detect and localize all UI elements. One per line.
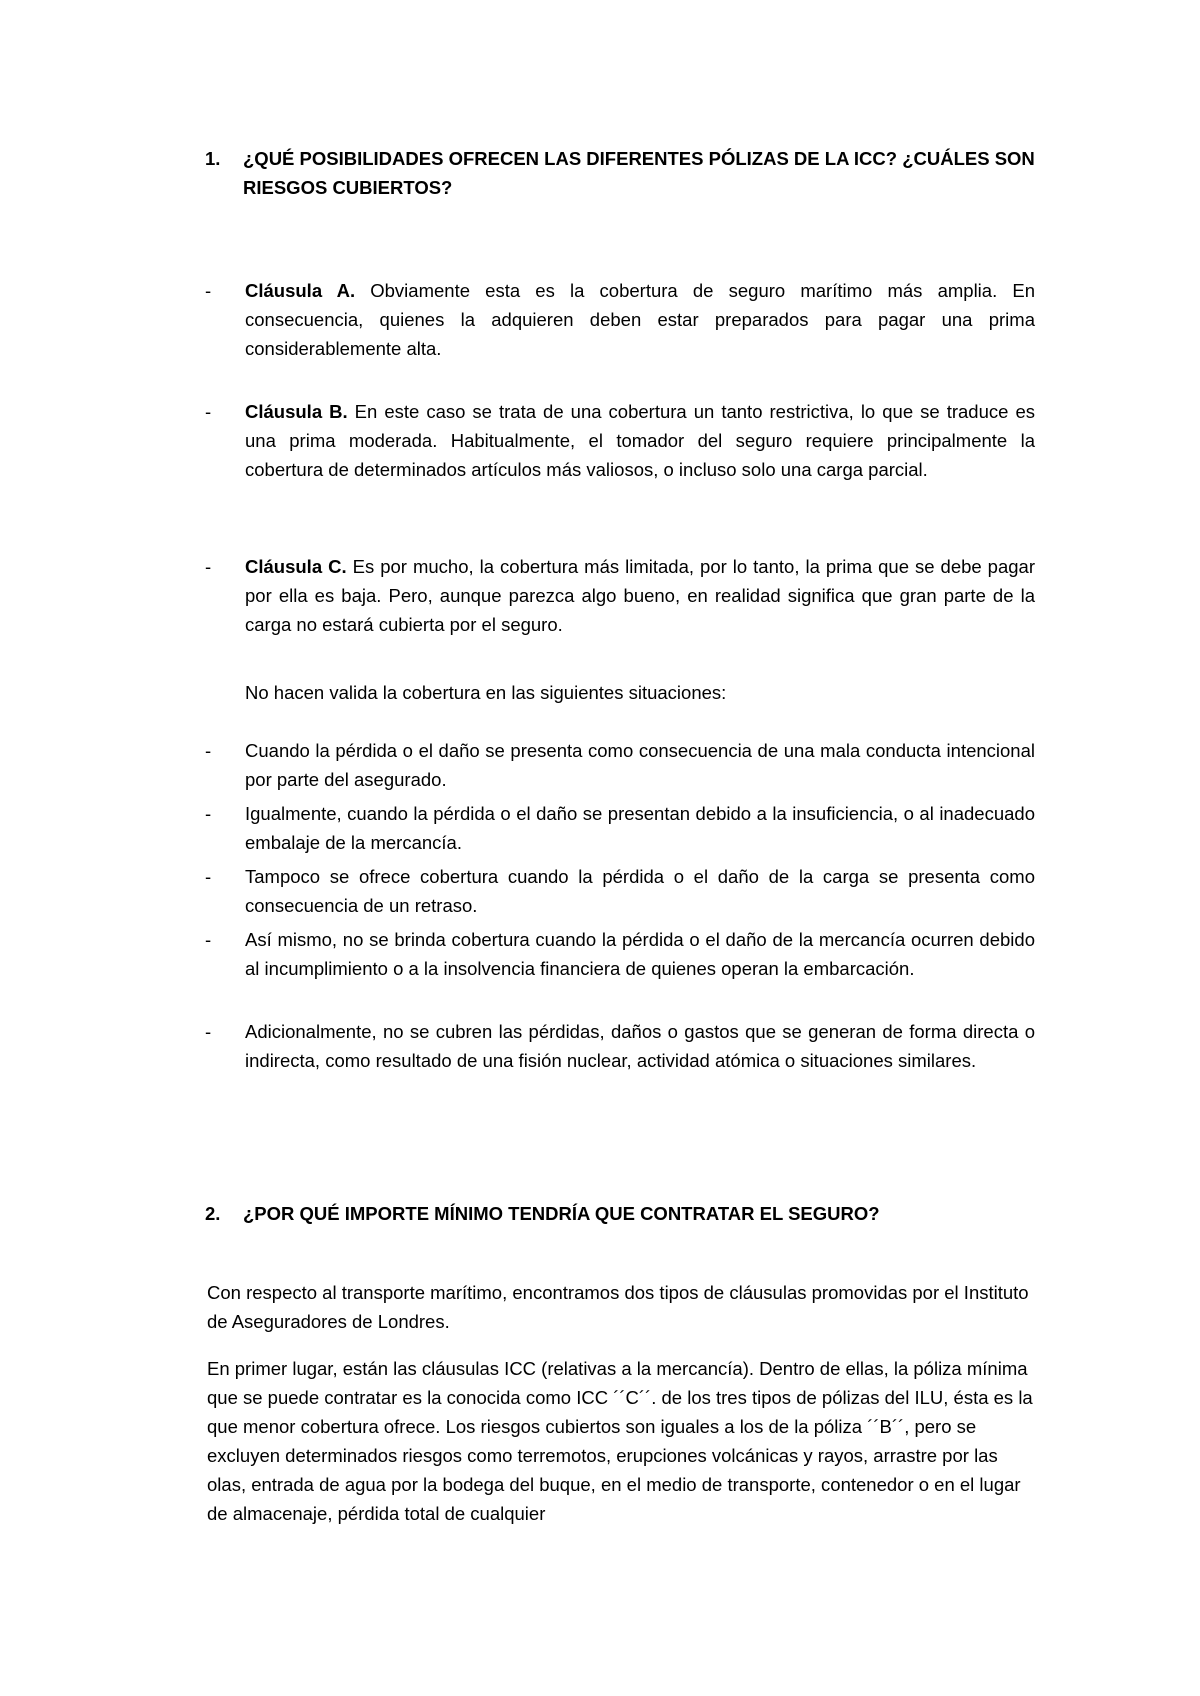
exclusion-item <box>205 925 1035 983</box>
clause-b-item <box>205 397 1035 484</box>
section2-heading-text: ¿POR QUÉ IMPORTE MÍNIMO TENDRÍA QUE CONTRATAR EL SEGURO? <box>243 1203 880 1224</box>
exclusion-text: Tampoco se ofrece cobertura cuando la pérdida o el daño de la carga se presenta como consecuencia de un retraso. <box>245 866 1035 916</box>
bullet-dash: - <box>205 1021 212 1042</box>
clause-b-label: Cláusula B. <box>245 401 348 422</box>
clause-c-item <box>205 552 1036 639</box>
clause-c-label: Cláusula C. <box>245 556 347 577</box>
bullet-dash: - <box>205 401 212 422</box>
not-valid-intro <box>245 678 1035 707</box>
bullet-dash: - <box>205 866 212 887</box>
not-valid-intro-text: No hacen valida la cobertura en las siguientes situaciones: <box>245 682 727 703</box>
bullet-dash: - <box>205 740 212 761</box>
exclusion-text: Adicionalmente, no se cubren las pérdidas, daños o gastos que se generan de forma directa o indirecta, como resultado de una fisión nuclear, actividad atómica o situaciones similares. <box>245 1021 1035 1071</box>
bullet-dash: - <box>205 803 212 824</box>
exclusion-text: Así mismo, no se brinda cobertura cuando la pérdida o el daño de la mercancía ocurren debido al incumplimiento o a la insolvencia financiera de quienes operan la embarcación. <box>245 929 1035 979</box>
exclusion-item <box>205 736 1035 794</box>
clause-a-label: Cláusula A. <box>245 280 356 301</box>
section1-heading-text: ¿QUÉ POSIBILIDADES OFRECEN LAS DIFERENTES PÓLIZAS DE LA ICC? ¿CUÁLES SON RIESGOS CUBIERTOS? <box>243 148 1035 198</box>
clause-a-text: Obviamente esta es la cobertura de seguro marítimo más amplia. En consecuencia, quienes la adquieren deben estar preparados para pagar una prima considerablemente alta. <box>245 280 1036 359</box>
section2-paragraph <box>207 1354 1035 1528</box>
section1-heading <box>207 144 1035 202</box>
section2-paragraph <box>207 1278 1035 1336</box>
exclusion-item <box>205 862 1035 920</box>
section2-paragraph-text: Con respecto al transporte marítimo, encontramos dos tipos de cláusulas promovidas por el Instituto de Aseguradores de Londres. <box>207 1282 1029 1332</box>
exclusion-item <box>205 1017 1035 1075</box>
section2-heading <box>207 1199 1035 1228</box>
bullet-dash: - <box>205 929 212 950</box>
section1-number: 1. <box>205 148 221 169</box>
exclusion-text: Igualmente, cuando la pérdida o el daño se presentan debido a la insuficiencia, o al inadecuado embalaje de la mercancía. <box>245 803 1035 853</box>
clause-a-item <box>205 276 1036 363</box>
bullet-dash: - <box>205 556 212 577</box>
clause-c-text: Es por mucho, la cobertura más limitada, por lo tanto, la prima que se debe pagar por ella es baja. Pero, aunque parezca algo bueno, en realidad significa que gran parte de la carga no estará cubierta por el seguro. <box>245 556 1036 635</box>
exclusion-text: Cuando la pérdida o el daño se presenta como consecuencia de una mala conducta intencional por parte del asegurado. <box>245 740 1035 790</box>
exclusion-item <box>205 799 1035 857</box>
clause-b-text: En este caso se trata de una cobertura un tanto restrictiva, lo que se traduce es una prima moderada. Habitualmente, el tomador del seguro requiere principalmente la cobertura de determinados artículos más valiosos, o incluso solo una carga parcial. <box>245 401 1035 480</box>
bullet-dash: - <box>205 280 212 301</box>
section2-number: 2. <box>205 1203 221 1224</box>
section2-paragraph-text: En primer lugar, están las cláusulas ICC (relativas a la mercancía). Dentro de ellas, la póliza mínima que se puede contratar es la conocida como ICC ´´C´´. de los tres tipos de pólizas del ILU, ésta es la que menor cobertura ofrece. Los riesgos cubiertos son iguales a los de la póliza ´´B´´, pero se excluyen determinados riesgos como terremotos, erupciones volcánicas y rayos, arrastre por las olas, entrada de agua por la bodega del buque, en el medio de transporte, contenedor o en el lugar de almacenaje, pérdida total de cualquier <box>207 1358 1033 1524</box>
